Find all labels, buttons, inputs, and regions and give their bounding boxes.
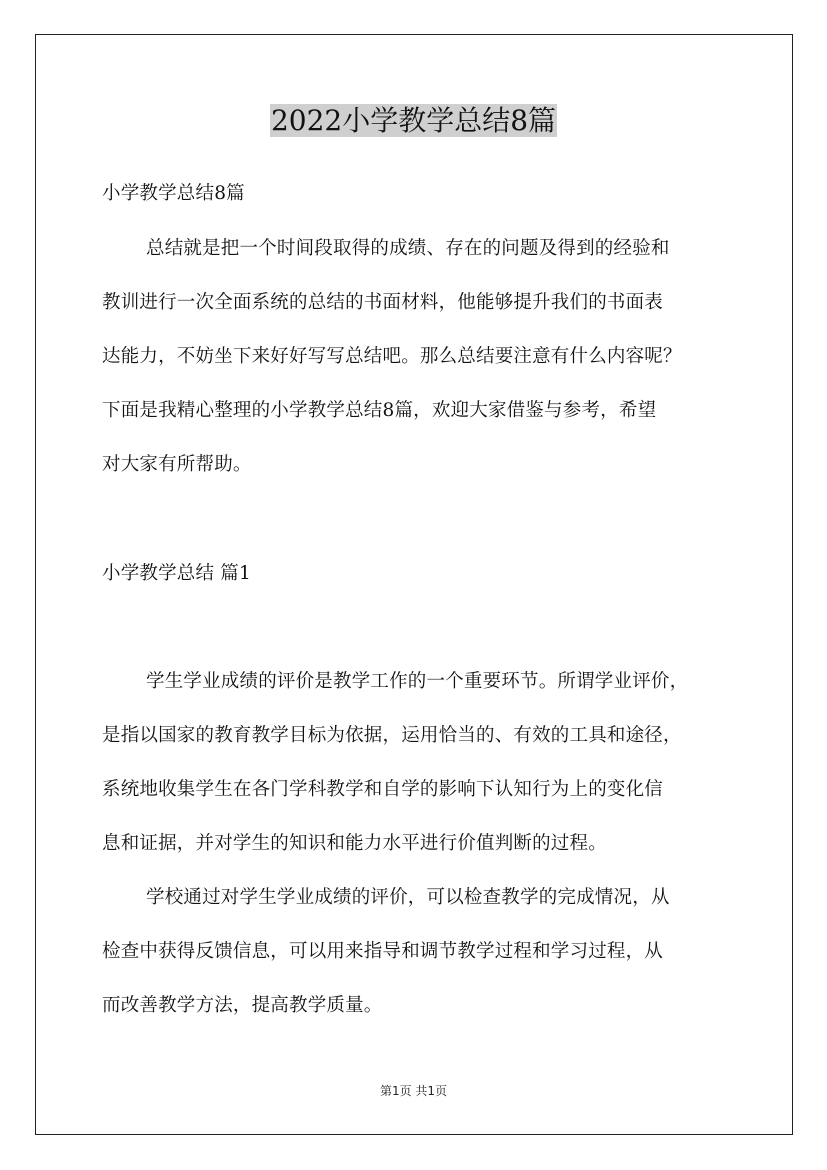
- paragraph1-line-4: 息和证据，并对学生的知识和能力水平进行价值判断的过程。: [102, 833, 607, 854]
- intro-line-2: 教训进行一次全面系统的总结的书面材料，他能够提升我们的书面表: [102, 292, 664, 313]
- paragraph1-line-1: 学生学业成绩的评价是教学工作的一个重要环节。所谓学业评价，: [146, 671, 689, 692]
- paragraph1-line-3: 系统地收集学生在各门学科教学和自学的影响下认知行为上的变化信: [102, 779, 664, 800]
- intro-line-4: 下面是我精心整理的小学教学总结8篇，欢迎大家借鉴与参考，希望: [102, 400, 657, 421]
- paragraph1-line-2: 是指以国家的教育教学目标为依据，运用恰当的、有效的工具和途径，: [102, 725, 682, 746]
- intro-line-5: 对大家有所帮助。: [102, 454, 252, 475]
- paragraph2-line-1: 学校通过对学生学业成绩的评价，可以检查教学的完成情况，从: [146, 887, 670, 908]
- intro-line-3: 达能力，不妨坐下来好好写写总结吧。那么总结要注意有什么内容呢？: [102, 346, 682, 367]
- intro-line-1: 总结就是把一个时间段取得的成绩、存在的问题及得到的经验和: [146, 238, 670, 259]
- document-subtitle: 小学教学总结8篇: [102, 183, 245, 204]
- document-title: [0, 101, 827, 141]
- section-heading: 小学教学总结 篇1: [102, 563, 251, 584]
- paragraph2-line-2: 检查中获得反馈信息，可以用来指导和调节教学过程和学习过程，从: [102, 941, 664, 962]
- paragraph2-line-3: 而改善教学方法，提高教学质量。: [102, 995, 383, 1016]
- document-title-text: 2022小学教学总结8篇: [270, 104, 557, 137]
- page-footer: 第1页 共1页: [379, 1084, 448, 1098]
